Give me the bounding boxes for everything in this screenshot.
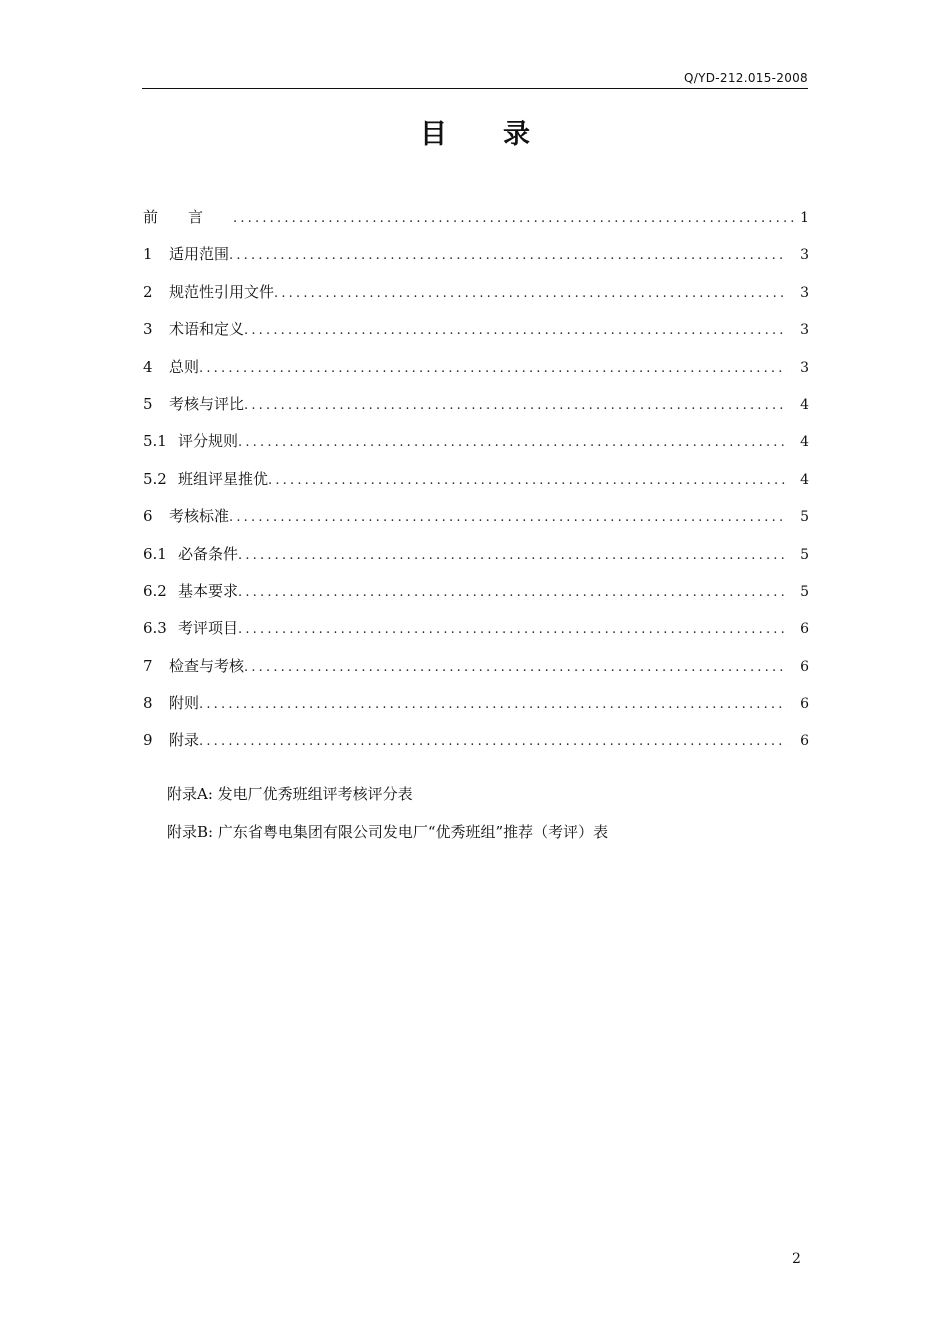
toc-entry-1[interactable] — [143, 240, 809, 277]
toc-entry-6-2[interactable] — [143, 577, 809, 614]
toc-entry-page: 4 — [800, 434, 809, 451]
toc-leader-dots — [268, 467, 787, 495]
toc-entry-6-3[interactable] — [143, 614, 809, 651]
toc-entry-9[interactable] — [143, 726, 809, 763]
appendix-b-entry[interactable]: 附录B: 广东省粤电集团有限公司发电厂“优秀班组”推荐（考评）表 — [167, 823, 609, 841]
toc-entry-label: 9 附录 — [143, 731, 200, 750]
toc-leader-dots — [229, 242, 787, 270]
appendix-list — [167, 780, 608, 856]
toc-entry-page: 5 — [800, 509, 809, 526]
page-title: 目录 — [420, 119, 586, 150]
toc-entry-page: 4 — [800, 471, 809, 488]
toc-entry-label: 6 考核标准 — [143, 507, 230, 526]
toc-entry-3[interactable] — [143, 315, 809, 352]
toc-entry-2[interactable] — [143, 278, 809, 315]
toc-leader-dots — [238, 579, 787, 607]
toc-entry-label: 5 考核与评比 — [143, 394, 245, 413]
toc-entry-8[interactable] — [143, 689, 809, 726]
toc-entry-label: 5.1 评分规则 — [143, 432, 239, 451]
appendix-a-entry[interactable]: 附录A: 发电厂优秀班组评考核评分表 — [167, 785, 413, 803]
toc-entry-page: 1 — [800, 210, 809, 226]
toc-entry-page: 6 — [800, 658, 809, 675]
toc-entry-label: 1 适用范围 — [143, 245, 230, 264]
toc-entry-page: 3 — [800, 359, 809, 376]
toc-leader-dots — [199, 355, 787, 383]
toc-entry-label: 7 检查与考核 — [143, 656, 245, 675]
table-of-contents — [143, 203, 809, 764]
toc-entry-5[interactable] — [143, 390, 809, 427]
toc-entry-page: 3 — [800, 247, 809, 264]
toc-entry-label: 前言 — [143, 208, 234, 226]
toc-entry-page: 3 — [800, 322, 809, 339]
toc-entry-4[interactable] — [143, 353, 809, 390]
toc-entry-label: 2 规范性引用文件 — [143, 282, 275, 301]
toc-leader-dots — [238, 542, 787, 570]
header-divider — [142, 88, 808, 89]
toc-entry-label: 6.1 必备条件 — [143, 544, 239, 563]
toc-leader-dots — [244, 654, 787, 682]
toc-entry-page: 4 — [800, 396, 809, 413]
toc-entry-page: 6 — [800, 696, 809, 713]
toc-entry-5-2[interactable] — [143, 465, 809, 502]
toc-entry-6[interactable] — [143, 502, 809, 539]
toc-leader-dots — [274, 280, 787, 308]
toc-entry-label: 5.2 班组评星推优 — [143, 469, 269, 488]
toc-leader-dots — [238, 429, 787, 457]
document-code: Q/YD-212.015-2008 — [684, 71, 808, 85]
toc-entry-foreword[interactable] — [143, 203, 809, 240]
toc-leader-dots — [244, 317, 787, 345]
toc-leader-dots — [199, 728, 787, 756]
toc-entry-7[interactable] — [143, 652, 809, 689]
toc-entry-page: 3 — [800, 284, 809, 301]
toc-entry-label: 6.3 考评项目 — [143, 619, 239, 638]
toc-leader-dots — [229, 504, 787, 532]
toc-entry-page: 5 — [800, 546, 809, 563]
toc-entry-5-1[interactable] — [143, 427, 809, 464]
toc-leader-dots — [238, 616, 787, 644]
toc-leader-dots — [244, 392, 787, 420]
toc-entry-page: 5 — [800, 583, 809, 600]
toc-entry-6-1[interactable] — [143, 540, 809, 577]
toc-entry-page: 6 — [800, 621, 809, 638]
toc-leader-dots — [233, 205, 799, 233]
toc-entry-page: 6 — [800, 733, 809, 750]
toc-entry-label: 4 总则 — [143, 357, 200, 376]
toc-entry-label: 3 术语和定义 — [143, 320, 245, 339]
page-number: 2 — [792, 1251, 801, 1267]
toc-entry-label: 6.2 基本要求 — [143, 581, 239, 600]
toc-entry-label: 8 附则 — [143, 694, 200, 713]
toc-leader-dots — [199, 691, 787, 719]
